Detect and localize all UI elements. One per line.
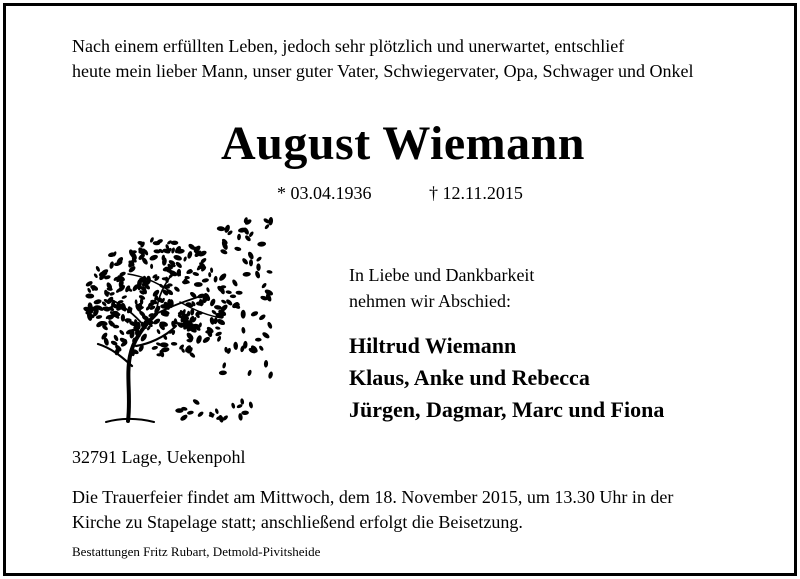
leaf bbox=[247, 251, 255, 260]
leaf bbox=[241, 410, 249, 415]
leaf bbox=[206, 287, 211, 293]
intro-line-2: heute mein lieber Mann, unser guter Vater, Schwiegervater, Opa, Schwager und Onkel bbox=[72, 61, 694, 81]
leaf bbox=[209, 317, 215, 326]
deceased-name: August Wiemann bbox=[221, 117, 585, 170]
leaf bbox=[192, 271, 199, 276]
leaf bbox=[242, 272, 251, 277]
leaf bbox=[192, 398, 201, 406]
mourners-list bbox=[349, 330, 664, 426]
intro-text bbox=[72, 34, 738, 84]
leaf bbox=[236, 291, 243, 295]
windblown-tree-icon bbox=[76, 206, 276, 431]
leaf bbox=[261, 282, 268, 289]
leaf bbox=[254, 270, 261, 279]
leaf bbox=[231, 402, 236, 409]
tree-leaves bbox=[83, 217, 275, 423]
mourner-name: Jürgen, Dagmar, Marc und Fiona bbox=[349, 397, 665, 422]
leaf bbox=[197, 411, 205, 418]
leaf bbox=[156, 329, 161, 335]
leaf bbox=[261, 331, 270, 340]
leaf bbox=[202, 336, 211, 345]
leaf bbox=[187, 311, 190, 317]
leaf bbox=[95, 265, 101, 272]
leaf bbox=[216, 318, 226, 327]
leaf bbox=[234, 246, 242, 251]
leaf bbox=[266, 270, 273, 274]
leaf bbox=[220, 299, 227, 305]
leaf bbox=[171, 247, 176, 254]
leaf bbox=[175, 261, 183, 269]
leaf bbox=[175, 408, 183, 413]
leaf bbox=[109, 261, 115, 269]
location-text: 32791 Lage, Uekenpohl bbox=[72, 447, 246, 467]
leaf bbox=[187, 251, 193, 260]
leaf bbox=[113, 334, 120, 342]
leaf bbox=[241, 257, 249, 265]
leaf bbox=[215, 326, 221, 330]
leaf bbox=[208, 272, 211, 277]
farewell-text bbox=[349, 262, 534, 314]
leaf bbox=[171, 342, 178, 346]
service-line-2: Kirche zu Stapelage statt; anschließend erfolgt die Beisetzung. bbox=[72, 512, 523, 532]
leaf bbox=[266, 321, 273, 329]
farewell-line-2: nehmen wir Abschied: bbox=[349, 291, 511, 311]
birth-date: * 03.04.1936 bbox=[277, 183, 372, 203]
leaf bbox=[149, 254, 159, 262]
leaf bbox=[240, 398, 245, 405]
leaf bbox=[173, 254, 183, 261]
leaf bbox=[217, 226, 226, 232]
farewell-line-1: In Liebe und Dankbarkeit bbox=[349, 265, 535, 285]
leaf bbox=[241, 310, 246, 319]
leaf bbox=[230, 294, 236, 298]
leaf bbox=[85, 293, 94, 298]
leaf bbox=[250, 310, 259, 317]
leaf bbox=[151, 345, 158, 350]
obituary-notice bbox=[3, 3, 797, 576]
leaf bbox=[249, 259, 253, 266]
leaf bbox=[256, 256, 263, 263]
leaf bbox=[225, 290, 232, 294]
leaf bbox=[214, 408, 219, 415]
leaf bbox=[93, 273, 98, 279]
leaf bbox=[210, 267, 214, 273]
leaf bbox=[237, 234, 241, 241]
service-info bbox=[72, 485, 722, 535]
leaf bbox=[231, 279, 239, 288]
leaf bbox=[258, 313, 266, 321]
mourner-name: Klaus, Anke und Rebecca bbox=[349, 365, 590, 390]
leaf bbox=[256, 263, 261, 271]
leaf bbox=[216, 335, 222, 342]
leaf bbox=[248, 401, 253, 408]
leaf bbox=[121, 295, 127, 300]
mourner-name: Hiltrud Wiemann bbox=[349, 333, 517, 358]
leaf bbox=[213, 276, 217, 283]
leaf bbox=[264, 360, 269, 368]
leaf bbox=[93, 298, 102, 305]
leaf bbox=[195, 335, 203, 345]
leaf bbox=[109, 291, 115, 296]
death-date: † 12.11.2015 bbox=[429, 183, 523, 203]
leaf bbox=[247, 369, 252, 376]
leaf bbox=[258, 345, 264, 352]
service-line-1: Die Trauerfeier findet am Mittwoch, dem 18. November 2015, um 13.30 Uhr in der bbox=[72, 487, 674, 507]
leaf bbox=[187, 410, 194, 415]
leaf bbox=[268, 371, 274, 379]
leaf bbox=[118, 329, 125, 336]
leaf bbox=[222, 362, 227, 369]
leaf bbox=[218, 414, 224, 423]
leaf bbox=[233, 342, 238, 350]
leaf bbox=[201, 278, 209, 283]
leaf bbox=[255, 338, 262, 342]
leaf bbox=[218, 272, 228, 282]
leaf bbox=[241, 327, 246, 334]
leaf bbox=[183, 256, 188, 262]
leaf bbox=[160, 342, 169, 347]
leaf bbox=[219, 370, 227, 375]
leaf bbox=[194, 282, 203, 287]
leaf bbox=[257, 241, 266, 247]
leaf bbox=[179, 413, 188, 421]
leaf bbox=[173, 286, 180, 293]
intro-line-1: Nach einem erfüllten Leben, jedoch sehr plötzlich und unerwartet, entschlief bbox=[72, 36, 625, 56]
leaf bbox=[248, 231, 254, 238]
leaf bbox=[150, 264, 153, 269]
undertaker-credit: Bestattungen Fritz Rubart, Detmold-Pivitsheide bbox=[72, 544, 321, 559]
leaf bbox=[215, 331, 223, 337]
